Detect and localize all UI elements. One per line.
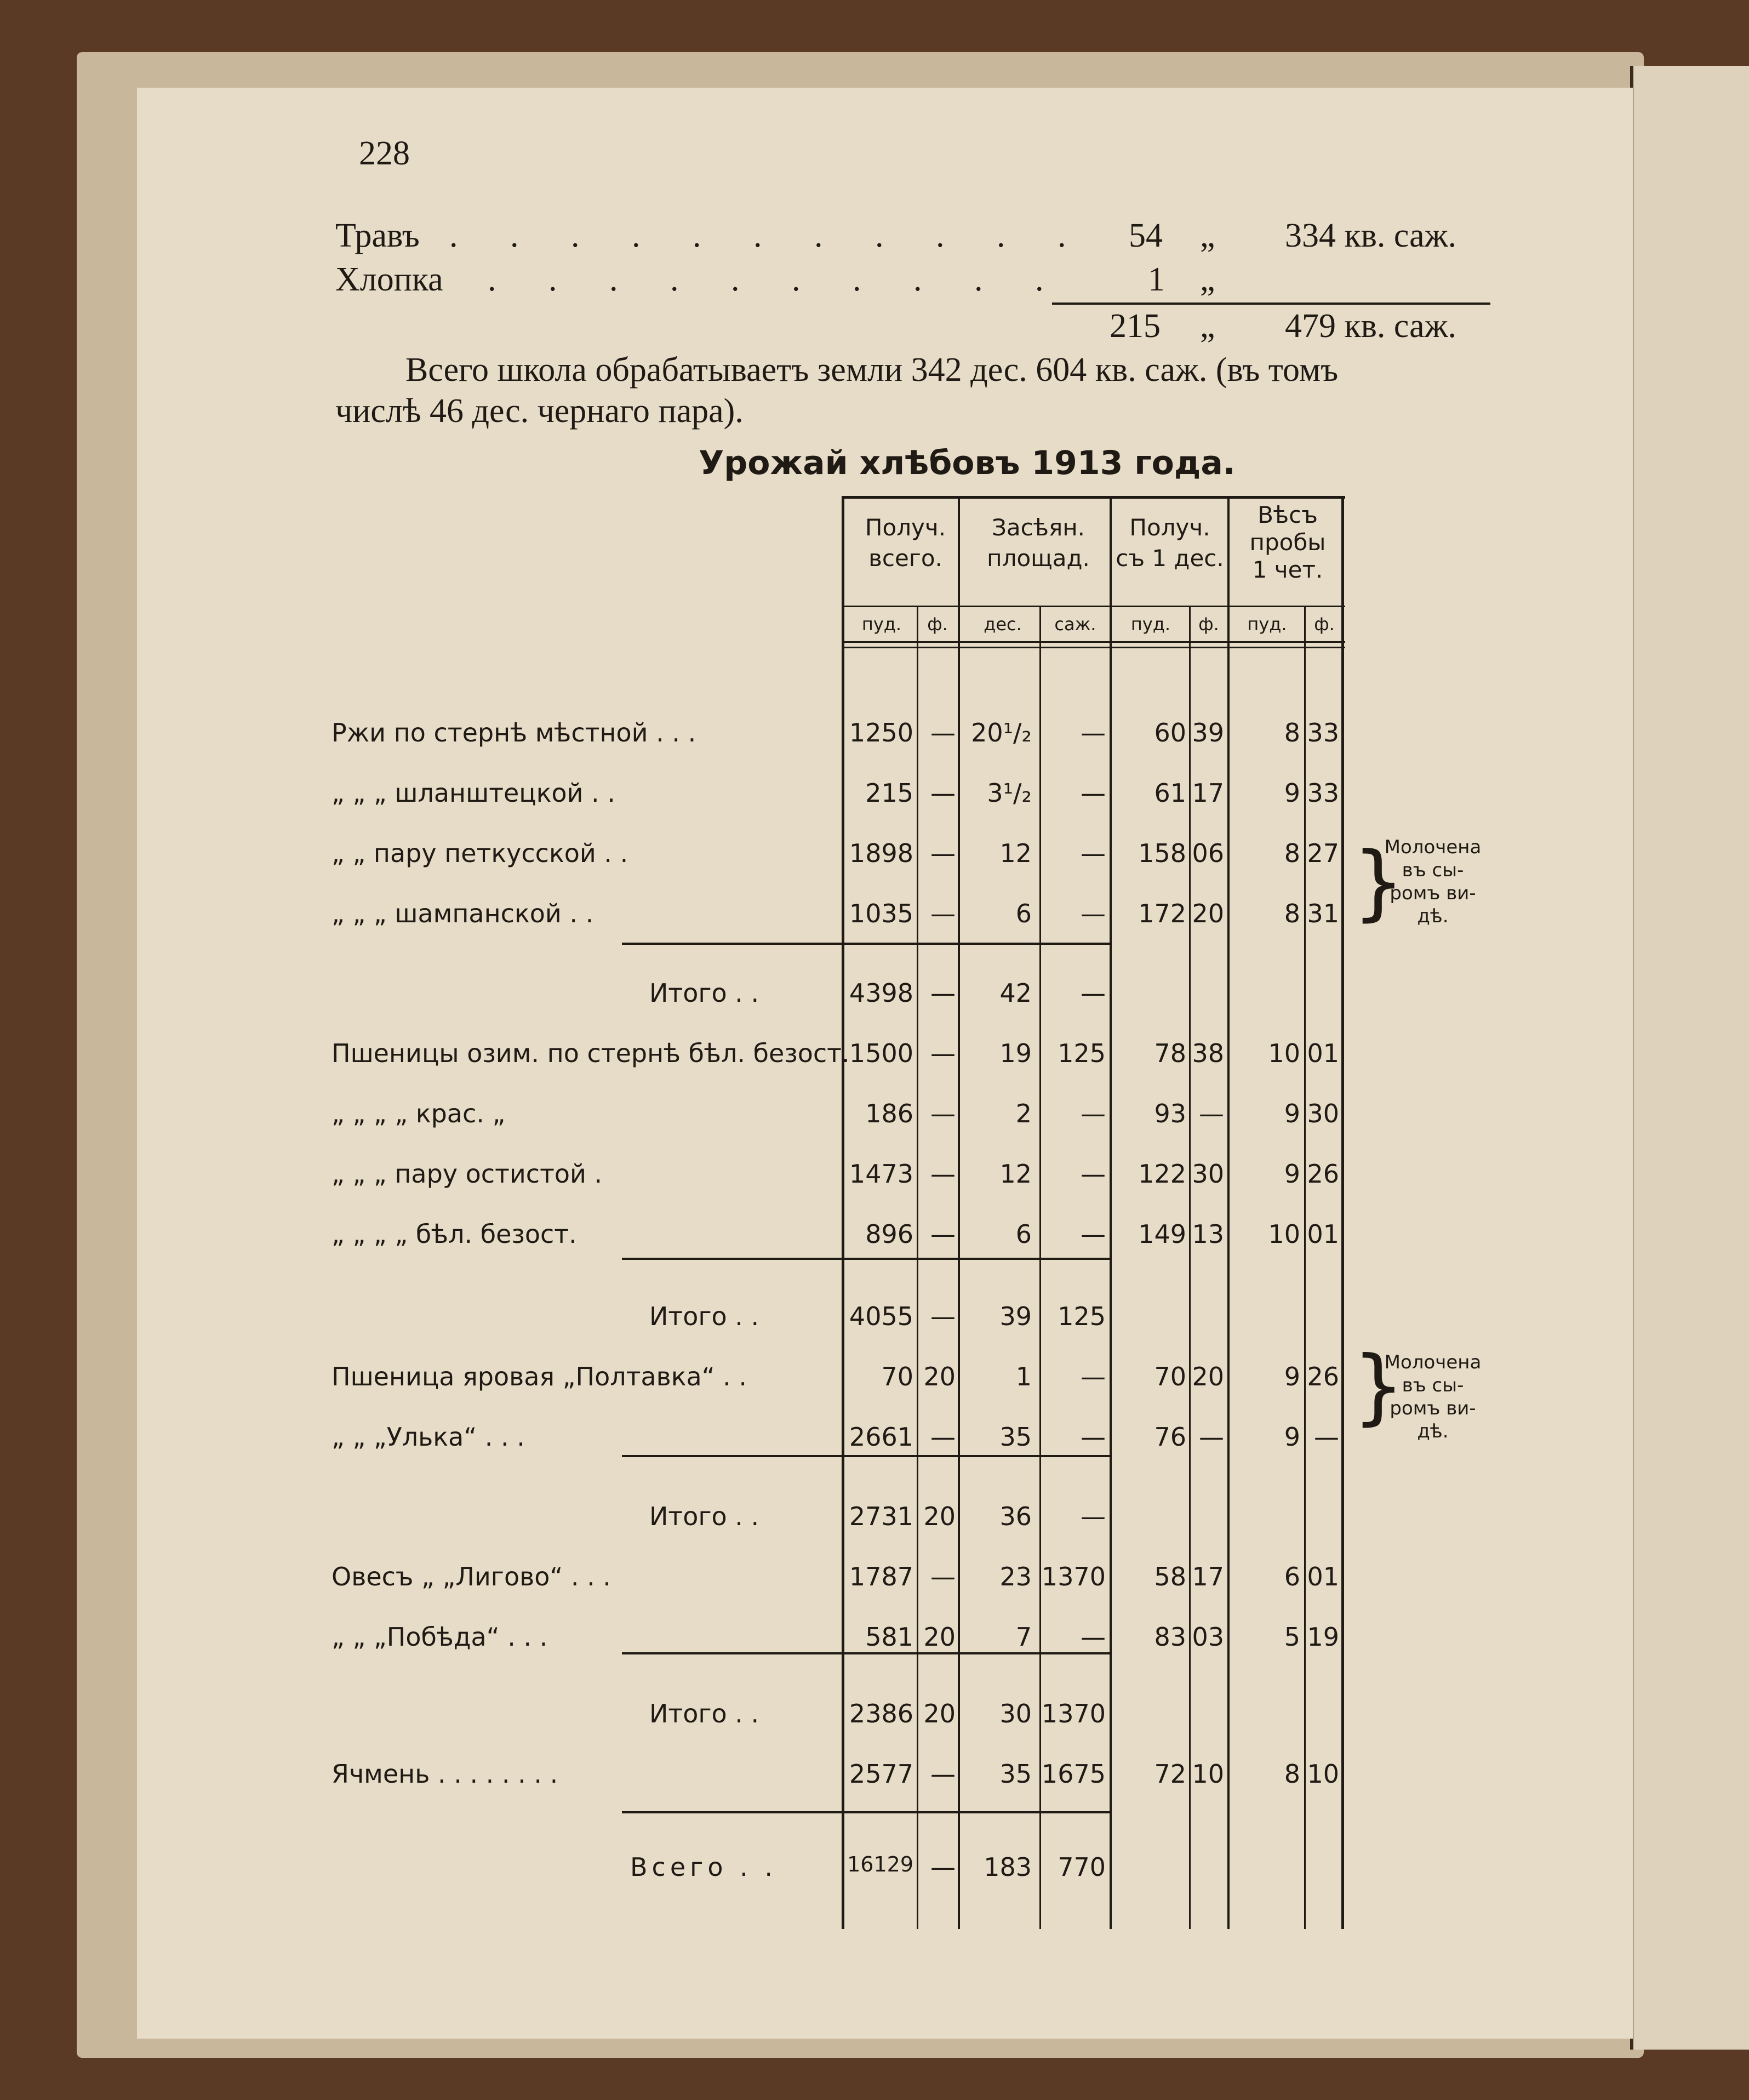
cell-received-pud: 1473: [849, 1159, 913, 1189]
sub-pud-1: пуд.: [861, 614, 902, 635]
cell-per-des-pud: 172: [1138, 899, 1186, 928]
cell-sown-des: 23: [999, 1562, 1032, 1591]
header-col3-line1: Получ.: [1129, 514, 1210, 541]
cell-weight-f: 10: [1307, 1759, 1339, 1789]
header-col3-line2: съ 1 дес.: [1116, 545, 1224, 572]
cell-per-des-f: 30: [1192, 1159, 1224, 1189]
cell-sown-sazh: 125: [1058, 1038, 1106, 1068]
cell-sown-des: 6: [1015, 899, 1032, 928]
cell-sown-des: 3¹/₂: [987, 778, 1032, 808]
sub-des: дес.: [984, 614, 1022, 635]
summary-label-1: Травъ: [335, 217, 420, 254]
summary-ditto-1: „: [1200, 217, 1215, 254]
subtotal-rule-1: [622, 943, 1110, 945]
cell-weight-f: 27: [1307, 838, 1339, 868]
cell-per-des-pud: 70: [1154, 1362, 1186, 1391]
cell-weight-f: 01: [1307, 1562, 1339, 1591]
header-col1-line2: всего.: [868, 545, 942, 572]
header-col4-line3: 1 чет.: [1252, 556, 1323, 583]
subtotal-rule-4: [622, 1652, 1110, 1654]
cell-weight-f: 26: [1307, 1159, 1339, 1189]
cell-sown-sazh: —: [1081, 899, 1106, 928]
summary-des-2: 1: [1148, 261, 1165, 298]
cell-per-des-f: 10: [1192, 1759, 1224, 1789]
row-total-label: Всего . .: [630, 1852, 777, 1882]
cell-sown-sazh: —: [1081, 1219, 1106, 1249]
cell-weight-pud: 9: [1284, 778, 1300, 808]
cell-received-pud: 1898: [849, 838, 913, 868]
cell-per-des-pud: 58: [1154, 1562, 1186, 1591]
header-col1-line1: Получ.: [865, 514, 946, 541]
cell-per-des-pud: 122: [1138, 1159, 1186, 1189]
row-label: „ „ „Улька“ . . .: [331, 1422, 525, 1452]
cell-received-f: —: [930, 1099, 956, 1128]
cell-per-des-pud: 72: [1154, 1759, 1186, 1789]
cell-sown-des: 12: [999, 838, 1032, 868]
cell-received-pud: 1250: [849, 718, 913, 747]
cell-received-pud: 1787: [849, 1562, 913, 1591]
cell-sown-des: 42: [999, 978, 1032, 1008]
cell-weight-pud: 6: [1284, 1562, 1300, 1591]
cell-per-des-f: —: [1199, 1422, 1224, 1452]
cell-received-f: —: [930, 778, 956, 808]
cell-received-pud: 70: [881, 1362, 913, 1391]
cell-received-f: —: [930, 1759, 956, 1789]
cell-received-f: —: [930, 1852, 956, 1882]
table-top-rule: [844, 496, 1345, 499]
cell-sown-sazh: 1675: [1041, 1759, 1106, 1789]
cell-sown-sazh: —: [1081, 978, 1106, 1008]
summary-total-des: 215: [1110, 307, 1161, 345]
cell-per-des-f: —: [1199, 1099, 1224, 1128]
side-note-1-line2: въ сы-: [1402, 859, 1464, 881]
cell-received-f: —: [930, 1302, 956, 1331]
cell-weight-pud: 9: [1284, 1422, 1300, 1452]
header-col1: [847, 512, 964, 574]
cell-received-f: —: [930, 1562, 956, 1591]
row-total-label: Итого . .: [649, 978, 759, 1008]
cell-per-des-pud: 78: [1154, 1038, 1186, 1068]
sub-f-1: ф.: [927, 614, 948, 635]
cell-received-pud: 581: [865, 1622, 913, 1652]
col-line-left: [842, 496, 844, 1929]
sub-sazh: саж.: [1054, 614, 1096, 635]
side-note-2-line3: ромъ ви-: [1390, 1397, 1476, 1419]
header-col4-line2: пробы: [1249, 529, 1326, 556]
cell-sown-des: 36: [999, 1502, 1032, 1531]
summary-dots-2: . . . . . . . . . .: [488, 261, 1066, 298]
cell-weight-f: 26: [1307, 1362, 1339, 1391]
cell-sown-des: 19: [999, 1038, 1032, 1068]
subheader-rule-2: [844, 647, 1345, 648]
cell-received-f: —: [930, 1038, 956, 1068]
summary-total-ditto: „: [1200, 307, 1215, 345]
side-note-1-line4: дѣ.: [1417, 905, 1449, 927]
paragraph-line-1: Всего школа обрабатываетъ земли 342 дес. 604 кв. саж. (въ томъ: [405, 351, 1339, 389]
cell-received-pud: 2731: [849, 1502, 913, 1531]
table-title: Урожай хлѣбовъ 1913 года.: [699, 444, 1236, 482]
row-label: Ржи по стернѣ мѣстной . . .: [331, 718, 696, 747]
cell-received-pud: 4055: [849, 1302, 913, 1331]
side-note-2-line4: дѣ.: [1417, 1420, 1449, 1442]
subheader-rule-1: [844, 641, 1345, 643]
row-label: Пшеницы озим. по стернѣ бѣл. безост.: [331, 1038, 850, 1068]
side-note-2-line2: въ сы-: [1402, 1374, 1464, 1396]
cell-weight-f: 30: [1307, 1099, 1339, 1128]
subtotal-rule-3: [622, 1455, 1110, 1457]
cell-received-f: 20: [923, 1699, 956, 1728]
cell-sown-des: 12: [999, 1159, 1032, 1189]
cell-received-pud: 16129: [847, 1852, 913, 1876]
cell-sown-des: 39: [999, 1302, 1032, 1331]
cell-received-f: 20: [923, 1622, 956, 1652]
cell-received-pud: 215: [865, 778, 913, 808]
cell-sown-des: 7: [1015, 1622, 1032, 1652]
header-col4: [1233, 501, 1342, 584]
cell-sown-sazh: —: [1081, 1159, 1106, 1189]
cell-received-f: —: [930, 1219, 956, 1249]
cell-per-des-f: 13: [1192, 1219, 1224, 1249]
header-col4-line1: Вѣсъ: [1258, 501, 1318, 528]
row-label: Ячмень . . . . . . . .: [331, 1759, 558, 1789]
cell-per-des-pud: 149: [1138, 1219, 1186, 1249]
subtotal-rule-2: [622, 1258, 1110, 1260]
row-label: „ „ „ шланштецкой . .: [331, 778, 615, 808]
cell-weight-f: 31: [1307, 899, 1339, 928]
cell-sown-des: 20¹/₂: [971, 718, 1032, 747]
cell-sown-sazh: —: [1081, 1502, 1106, 1531]
cell-sown-sazh: —: [1081, 1099, 1106, 1128]
cell-weight-pud: 9: [1284, 1159, 1300, 1189]
page-number: 228: [359, 135, 410, 172]
cell-weight-pud: 10: [1268, 1038, 1300, 1068]
summary-sazh-1: 334 кв. саж.: [1285, 217, 1457, 254]
cell-sown-sazh: —: [1081, 718, 1106, 747]
row-label: Пшеница яровая „Полтавка“ . .: [331, 1362, 747, 1391]
cell-sown-sazh: 125: [1058, 1302, 1106, 1331]
side-note-1-line3: ромъ ви-: [1390, 882, 1476, 904]
row-label: Овесъ „ „Лигово“ . . .: [331, 1562, 611, 1591]
side-note-1-brace: }: [1352, 835, 1405, 930]
col-line-right: [1341, 496, 1344, 1929]
cell-sown-sazh: 1370: [1041, 1699, 1106, 1728]
summary-total-sazh: 479 кв. саж.: [1285, 307, 1457, 345]
cell-sown-des: 1: [1015, 1362, 1032, 1391]
cell-per-des-f: 20: [1192, 899, 1224, 928]
cell-received-pud: 896: [865, 1219, 913, 1249]
cell-per-des-f: 06: [1192, 838, 1224, 868]
cell-weight-pud: 5: [1284, 1622, 1300, 1652]
cell-weight-f: 01: [1307, 1038, 1339, 1068]
cell-received-f: —: [930, 838, 956, 868]
cell-weight-f: 01: [1307, 1219, 1339, 1249]
cell-received-f: —: [930, 718, 956, 747]
adjacent-page: [1630, 66, 1749, 2050]
cell-per-des-pud: 158: [1138, 838, 1186, 868]
cell-weight-pud: 9: [1284, 1099, 1300, 1128]
row-label: „ „ „ „ бѣл. безост.: [331, 1219, 577, 1249]
row-label: „ „ пару петкусской . .: [331, 838, 628, 868]
cell-sown-sazh: —: [1081, 778, 1106, 808]
cell-received-pud: 2661: [849, 1422, 913, 1452]
summary-label-2: Хлопка: [335, 261, 443, 298]
cell-weight-pud: 8: [1284, 718, 1300, 747]
side-note-2-brace: }: [1352, 1339, 1405, 1434]
row-label: „ „ „Побѣда“ . . .: [331, 1622, 548, 1652]
col-line-2: [1110, 496, 1112, 1929]
cell-received-f: 20: [923, 1362, 956, 1391]
cell-weight-pud: 8: [1284, 899, 1300, 928]
cell-per-des-f: 38: [1192, 1038, 1224, 1068]
cell-sown-sazh: 770: [1058, 1852, 1106, 1882]
summary-ditto-2: „: [1200, 261, 1215, 298]
header-col2: [970, 512, 1107, 574]
cell-sown-sazh: 1370: [1041, 1562, 1106, 1591]
cell-received-pud: 2386: [849, 1699, 913, 1728]
side-note-1-line1: Молочена: [1384, 836, 1482, 858]
row-label: „ „ „ „ крас. „: [331, 1099, 506, 1128]
sub-f-3: ф.: [1314, 614, 1335, 635]
cell-weight-pud: 9: [1284, 1362, 1300, 1391]
cell-received-f: —: [930, 978, 956, 1008]
cell-per-des-f: 17: [1192, 778, 1224, 808]
cell-sown-sazh: —: [1081, 1622, 1106, 1652]
cell-received-pud: 1500: [849, 1038, 913, 1068]
cell-weight-pud: 10: [1268, 1219, 1300, 1249]
header-col2-line2: площад.: [987, 545, 1090, 572]
cell-sown-des: 2: [1015, 1099, 1032, 1128]
cell-sown-des: 35: [999, 1422, 1032, 1452]
cell-weight-pud: 8: [1284, 838, 1300, 868]
cell-per-des-pud: 76: [1154, 1422, 1186, 1452]
cell-sown-des: 6: [1015, 1219, 1032, 1249]
row-total-label: Итого . .: [649, 1302, 759, 1331]
cell-received-pud: 4398: [849, 978, 913, 1008]
row-label: „ „ „ пару остистой .: [331, 1159, 603, 1189]
col-line-3: [1227, 496, 1230, 1929]
cell-weight-f: 33: [1307, 778, 1339, 808]
cell-sown-des: 183: [984, 1852, 1032, 1882]
cell-sown-sazh: —: [1081, 838, 1106, 868]
cell-received-f: —: [930, 1159, 956, 1189]
header-col3: [1112, 512, 1227, 574]
cell-sown-des: 35: [999, 1759, 1032, 1789]
row-label: „ „ „ шампанской . .: [331, 899, 594, 928]
cell-weight-f: —: [1314, 1422, 1339, 1452]
paragraph-line-2: числѣ 46 дес. чернаго пара).: [335, 392, 744, 430]
summary-dots-1: . . . . . . . . . . .: [449, 217, 1088, 254]
cell-received-pud: 2577: [849, 1759, 913, 1789]
cell-per-des-pud: 60: [1154, 718, 1186, 747]
sub-pud-2: пуд.: [1130, 614, 1171, 635]
summary-rule: [1052, 303, 1490, 305]
header-col2-line1: Засѣян.: [991, 514, 1085, 541]
cell-weight-f: 19: [1307, 1622, 1339, 1652]
cell-per-des-f: 20: [1192, 1362, 1224, 1391]
cell-received-f: 20: [923, 1502, 956, 1531]
cell-sown-sazh: —: [1081, 1362, 1106, 1391]
cell-received-pud: 186: [865, 1099, 913, 1128]
cell-per-des-f: 17: [1192, 1562, 1224, 1591]
cell-received-f: —: [930, 899, 956, 928]
cell-received-f: —: [930, 1422, 956, 1452]
cell-per-des-f: 03: [1192, 1622, 1224, 1652]
cell-sown-sazh: —: [1081, 1422, 1106, 1452]
cell-weight-pud: 8: [1284, 1759, 1300, 1789]
header-rule: [844, 606, 1345, 607]
summary-des-1: 54: [1129, 217, 1163, 254]
row-total-label: Итого . .: [649, 1502, 759, 1531]
sub-pud-3: пуд.: [1247, 614, 1287, 635]
sub-f-2: ф.: [1198, 614, 1219, 635]
side-note-2-line1: Молочена: [1384, 1351, 1482, 1373]
subtotal-rule-5: [622, 1811, 1110, 1813]
cell-per-des-pud: 61: [1154, 778, 1186, 808]
cell-received-pud: 1035: [849, 899, 913, 928]
cell-per-des-pud: 93: [1154, 1099, 1186, 1128]
cell-per-des-f: 39: [1192, 718, 1224, 747]
cell-per-des-pud: 83: [1154, 1622, 1186, 1652]
row-total-label: Итого . .: [649, 1699, 759, 1728]
cell-sown-des: 30: [999, 1699, 1032, 1728]
cell-weight-f: 33: [1307, 718, 1339, 747]
col-line-1: [958, 496, 960, 1929]
